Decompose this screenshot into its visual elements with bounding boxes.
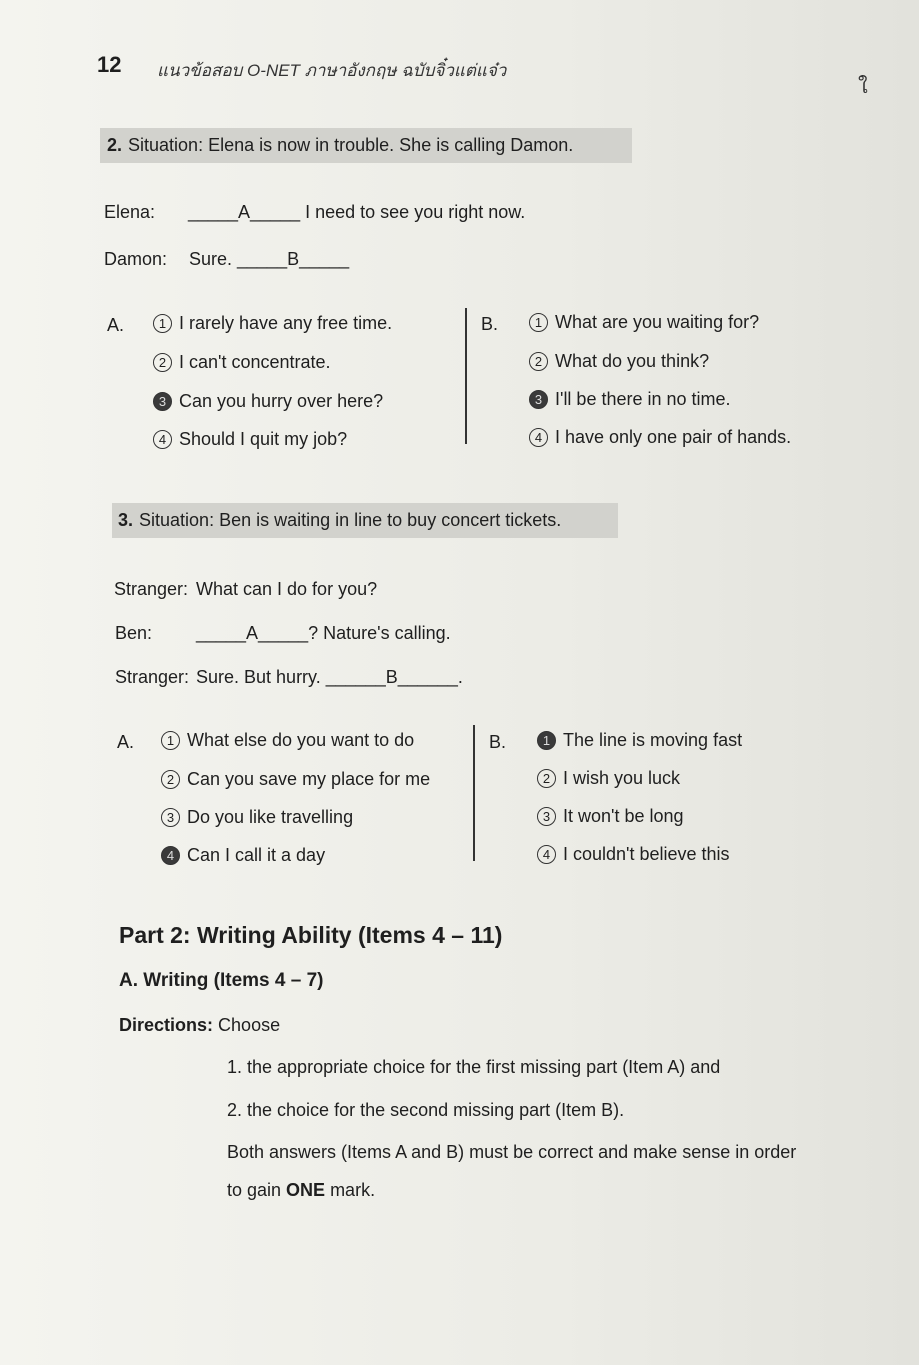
q2-col-a-label: A. — [107, 315, 125, 335]
directions-label: Directions: — [119, 1015, 214, 1035]
q3-number: 3. — [118, 510, 134, 530]
choice-number-icon: 4 — [153, 430, 172, 449]
q3-column-divider — [473, 725, 475, 861]
choice-number-icon: 2 — [529, 352, 548, 371]
part2-note-line-2 — [227, 1180, 375, 1201]
q2-situation-text: Situation: Elena is now in trouble. She is calling Damon. — [128, 135, 574, 155]
q3-option-a3 — [161, 807, 353, 828]
q3-option-b2 — [537, 768, 680, 789]
q3-option-b1 — [537, 730, 742, 751]
choice-number-icon: 2 — [161, 770, 180, 789]
option-text: I'll be there in no time. — [555, 389, 731, 409]
q2-line-damon: Sure. _____B_____ — [189, 249, 350, 269]
q3-option-a4 — [161, 845, 325, 866]
choice-number-icon: 1 — [153, 314, 172, 333]
choice-number-icon: 2 — [153, 353, 172, 372]
q3-speaker-stranger-2: Stranger: — [115, 667, 190, 687]
option-text: I have only one pair of hands. — [555, 427, 792, 447]
option-text: I couldn't believe this — [563, 844, 730, 864]
option-text: I wish you luck — [563, 768, 681, 788]
q3-line-stranger-2: Sure. But hurry. ______B______. — [196, 667, 463, 687]
option-text: What do you think? — [555, 351, 710, 371]
option-text: Can I call it a day — [187, 845, 326, 865]
part2-subtitle: A. Writing (Items 4 – 7) — [119, 970, 324, 991]
part2-step-1: 1. the appropriate choice for the first missing part (Item A) and — [227, 1057, 721, 1077]
q2-option-b1 — [529, 312, 759, 333]
option-text: Do you like travelling — [187, 807, 354, 827]
note-emphasis: ONE — [286, 1180, 326, 1200]
q2-option-b4 — [529, 427, 791, 448]
option-text: I can't concentrate. — [179, 352, 331, 372]
note-text: to gain — [227, 1180, 287, 1200]
part2-title: Part 2: Writing Ability (Items 4 – 11) — [119, 922, 503, 948]
q3-option-b4 — [537, 844, 730, 865]
part2-note-line-1: Both answers (Items A and B) must be correct and make sense in order — [227, 1142, 797, 1162]
q3-option-b3 — [537, 806, 684, 827]
choice-number-icon: 3 — [537, 807, 556, 826]
q2-option-a2 — [153, 352, 331, 373]
q2-col-b-label: B. — [481, 314, 499, 334]
q2-situation — [107, 135, 573, 156]
option-text: What are you waiting for? — [555, 312, 760, 332]
q3-line-ben: _____A_____? Nature's calling. — [196, 623, 451, 643]
q2-column-divider — [465, 308, 467, 444]
choice-number-icon: 2 — [537, 769, 556, 788]
option-text: Can you hurry over here? — [179, 391, 384, 411]
q3-speaker-stranger-1: Stranger: — [114, 579, 189, 599]
q2-option-a4 — [153, 429, 347, 450]
q2-speaker-damon: Damon: — [104, 249, 168, 269]
note-text: mark. — [325, 1180, 376, 1200]
option-text: What else do you want to do — [187, 730, 415, 750]
choice-number-icon: 1 — [161, 731, 180, 750]
q3-col-a-label: A. — [117, 732, 135, 752]
option-text: Should I quit my job? — [179, 429, 348, 449]
q2-option-a1 — [153, 313, 392, 334]
option-text: It won't be long — [563, 806, 684, 826]
option-text: The line is moving fast — [563, 730, 743, 750]
q2-number: 2. — [107, 135, 123, 155]
q3-col-b-label: B. — [489, 732, 507, 752]
choice-number-filled-icon: 3 — [153, 392, 172, 411]
q3-speaker-ben: Ben: — [115, 623, 153, 643]
q2-speaker-elena: Elena: — [104, 202, 156, 222]
choice-number-icon: 4 — [529, 428, 548, 447]
directions-text: Choose — [218, 1015, 281, 1035]
q3-option-a2 — [161, 769, 430, 790]
q3-line-stranger-1: What can I do for you? — [196, 579, 378, 599]
q3-option-a1 — [161, 730, 414, 751]
choice-number-filled-icon: 4 — [161, 846, 180, 865]
book-title: แนวข้อสอบ O-NET ภาษาอังกฤษ ฉบับจิ๋วแต่แจ๋ว — [157, 61, 507, 80]
handwritten-mark: ใ — [858, 76, 868, 98]
q2-line-elena: _____A_____ I need to see you right now. — [188, 202, 526, 222]
part2-directions — [119, 1015, 280, 1036]
q3-situation-text: Situation: Ben is waiting in line to buy concert tickets. — [139, 510, 562, 530]
choice-number-filled-icon: 1 — [537, 731, 556, 750]
page-number: 12 — [97, 52, 122, 77]
q3-situation — [118, 510, 561, 531]
choice-number-icon: 1 — [529, 313, 548, 332]
part2-step-2: 2. the choice for the second missing part (Item B). — [227, 1100, 625, 1120]
choice-number-filled-icon: 3 — [529, 390, 548, 409]
option-text: Can you save my place for me — [187, 769, 431, 789]
q2-option-b3 — [529, 389, 731, 410]
choice-number-icon: 4 — [537, 845, 556, 864]
q2-option-a3 — [153, 391, 383, 412]
choice-number-icon: 3 — [161, 808, 180, 827]
option-text: I rarely have any free time. — [179, 313, 393, 333]
q2-option-b2 — [529, 351, 709, 372]
